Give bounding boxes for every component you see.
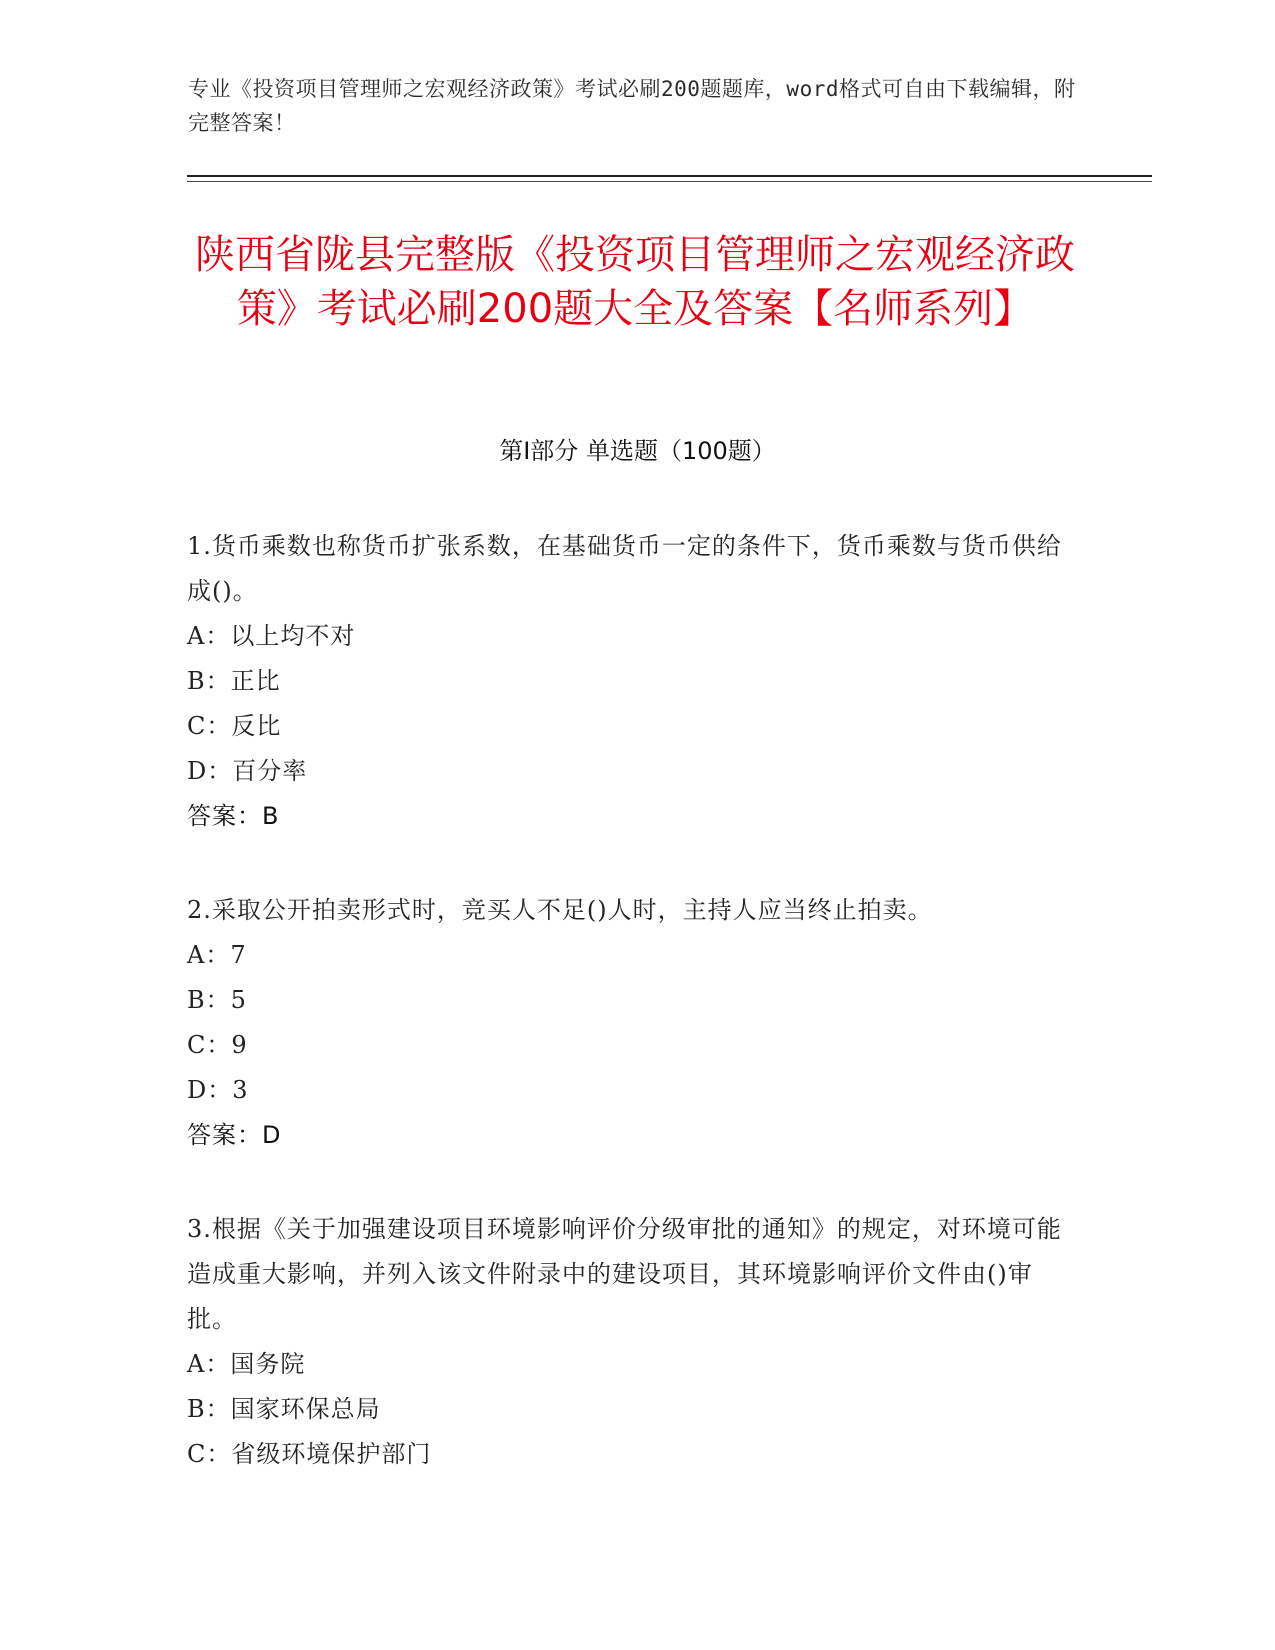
option-a: A：以上均不对: [187, 622, 356, 650]
option-b: B：国家环保总局: [187, 1395, 381, 1423]
option-c: C：9: [187, 1031, 248, 1059]
question-block: [187, 524, 1067, 839]
option-a: A：7: [187, 941, 247, 969]
question-stem: 2.采取公开拍卖形式时，竞买人不足()人时，主持人应当终止拍卖。: [187, 896, 933, 924]
answer-label: 答案：D: [187, 1121, 282, 1149]
option-d: D：百分率: [187, 757, 308, 785]
option-c: C：省级环境保护部门: [187, 1440, 432, 1468]
answer-label: 答案：B: [187, 802, 280, 830]
option-d: D：3: [187, 1076, 249, 1104]
question-block: [187, 888, 1067, 1158]
document-title: 陕西省陇县完整版《投资项目管理师之宏观经济政策》考试必刷200题大全及答案【名师系列】: [195, 232, 1075, 332]
option-a: A：国务院: [187, 1350, 306, 1378]
section-title: 第I部分 单选题（100题）: [499, 437, 776, 465]
option-c: C：反比: [187, 712, 282, 740]
question-stem: 1.货币乘数也称货币扩张系数，在基础货币一定的条件下，货币乘数与货币供给成()。: [187, 532, 1062, 605]
header-divider-thin: [187, 181, 1152, 182]
header-divider-thick: [187, 175, 1152, 177]
option-b: B：正比: [187, 667, 281, 695]
option-b: B：5: [187, 986, 247, 1014]
question-stem: 3.根据《关于加强建设项目环境影响评价分级审批的通知》的规定，对环境可能造成重大影响，并列入该文件附录中的建设项目，其环境影响评价文件由()审批。: [187, 1215, 1062, 1333]
question-block: [187, 1207, 1067, 1477]
header-note: 专业《投资项目管理师之宏观经济政策》考试必刷200题题库，word格式可自由下载编辑，附完整答案！: [188, 77, 1076, 135]
